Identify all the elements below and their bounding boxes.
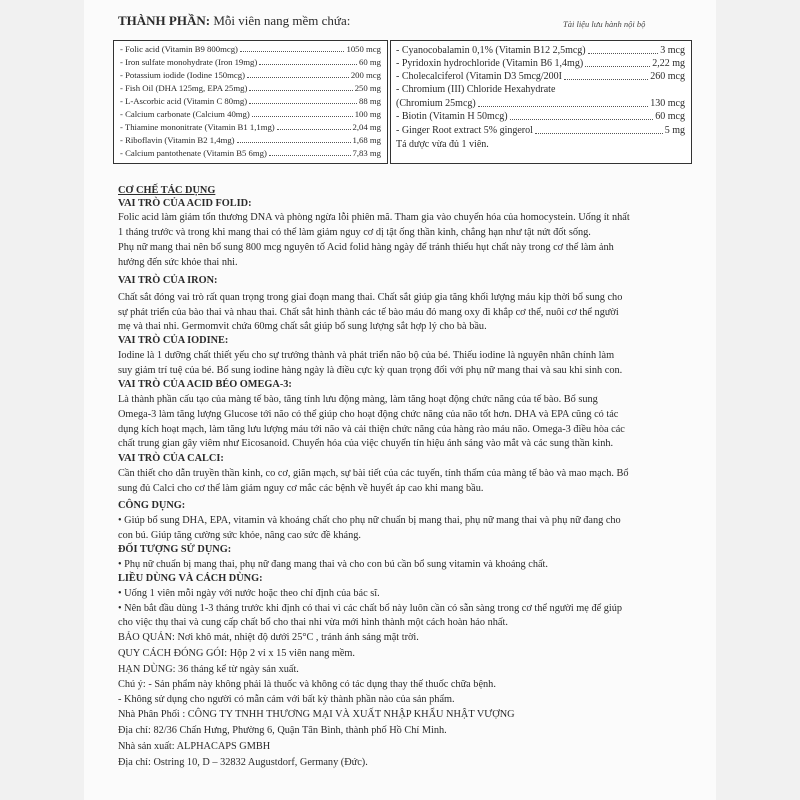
section-heading: VAI TRÒ CỦA IRON: [118, 275, 218, 286]
section-heading: VAI TRÒ CỦA ACID FOLID: [118, 198, 252, 209]
section-heading: ĐỐI TƯỢNG SỬ DỤNG: [118, 544, 232, 555]
ingredient-row: - Chromium (III) Chloride Hexahydrate [396, 84, 556, 95]
paragraph-line: suy giảm trí tuệ của bé. Bổ sung iodine hàng ngày là điều cực kỳ quan trọng đối với phụ nữ mang thai và sau khi sinh con. [118, 365, 623, 376]
note-line: - Không sử dụng cho người có mẫn cảm với bất kỳ thành phần nào của sản phẩm. [118, 694, 455, 705]
paragraph-line: Cần thiết cho dẫn truyền thần kinh, co cơ, giãn mạch, sự bài tiết của các tuyến, tính thấm của màng tế bào và mao mạch. Bổ [118, 468, 629, 479]
ingredient-row: - Calcium pantothenate (Vitamin B5 6mg) 7,83 mg [120, 148, 381, 158]
composition-subtitle: Mỗi viên nang mềm chứa: [213, 13, 351, 28]
paragraph-line: Iodine là 1 dưỡng chất thiết yếu cho sự trưởng thành và phát triển não bộ của bé. Thiếu iodine là nguyên nhân chính làm [118, 350, 615, 361]
paragraph-line: sự phát triển của bào thai và nhau thai. Chất sắt hình thành các tế bào máu đỏ mang oxy đi khắp cơ thể, nuôi cơ thể người [118, 307, 619, 318]
paragraph-line: chất trung gian gây viêm như Eicosanoid. Chuyển hóa của việc chuyển tín hiệu ánh sáng vào mắt và các sung thần kinh. [118, 438, 614, 449]
ingredient-row: - Cholecalciferol (Vitamin D3 5mcg/200I 260 mcg [396, 71, 685, 82]
composition-header [118, 13, 350, 29]
excipient-note: Tá dược vừa đủ 1 viên. [396, 139, 489, 150]
section-heading: VAI TRÒ CỦA ACID BÉO OMEGA-3: [118, 379, 292, 390]
section-heading: VAI TRÒ CỦA CALCI: [118, 453, 224, 464]
ingredients-box-left [113, 40, 388, 164]
ingredient-row: - Pyridoxin hydrochloride (Vitamin B6 1,4mg) 2,22 mg [396, 58, 685, 69]
ingredient-row: - Potassium iodide (Iodine 150mcg) 200 mcg [120, 70, 381, 80]
ingredient-row: - Ginger Root extract 5% gingerol 5 mg [396, 125, 685, 136]
ingredient-row: - Thiamine mononitrate (Vitamin B1 1,1mg) 2,04 mg [120, 122, 381, 132]
section-heading: CÔNG DỤNG: [118, 500, 186, 511]
section-heading: CƠ CHẾ TÁC DỤNG [118, 185, 216, 196]
ingredient-row: - Calcium carbonate (Calcium 40mg) 100 mg [120, 109, 381, 119]
ingredients-box-right [390, 40, 692, 164]
paragraph-line: 1 tháng trước và trong khi mang thai có thể làm giảm nguy cơ dị tật ống thần kinh, chẳng hạn như tật nứt đốt sống. [118, 227, 591, 238]
address-line: Địa chỉ: 82/36 Chấn Hưng, Phường 6, Quận Tân Bình, thành phố Hồ Chí Minh. [118, 725, 447, 736]
distributor-line: Nhà Phân Phối : CÔNG TY TNHH THƯƠNG MẠI VÀ XUẤT NHẬP KHẨU NHẬT VƯỢNG [118, 709, 515, 720]
paragraph-line: cho việc thụ thai và cung cấp chất bổ cho thai nhi vừa mới hình thành một cách hoàn hảo nhất. [118, 617, 508, 628]
composition-title: THÀNH PHẦN: [118, 13, 211, 28]
section-heading: LIỀU DÙNG VÀ CÁCH DÙNG: [118, 573, 263, 584]
ingredient-row: (Chromium 25mcg) 130 mcg [396, 98, 685, 109]
note-line: Chú ý: - Sản phẩm này không phải là thuốc và không có tác dụng thay thế thuốc chữa bệnh. [118, 679, 496, 690]
paragraph-line: • Uống 1 viên mỗi ngày với nước hoặc theo chỉ định của bác sĩ. [118, 588, 380, 599]
paragraph-line: • Phụ nữ chuẩn bị mang thai, phụ nữ đang mang thai và cho con bú cần bổ sung vitamin và khoáng chất. [118, 559, 548, 570]
paragraph-line: Chất sắt đóng vai trò rất quan trọng trong giai đoạn mang thai. Chất sắt giúp gia tăng khối lượng máu kịp thời bổ sung cho [118, 292, 623, 303]
paragraph-line: hưởng đến sức khỏe thai nhi. [118, 257, 238, 268]
manufacturer-line: Nhà sản xuất: ALPHACAPS GMBH [118, 741, 271, 752]
ingredient-row: - L-Ascorbic acid (Vitamin C 80mg) 88 mg [120, 96, 381, 106]
paragraph-line: con bú. Giúp tăng cường sức khỏe, nâng cao sức đề kháng. [118, 530, 361, 541]
ingredient-row: - Riboflavin (Vitamin B2 1,4mg) 1,68 mg [120, 135, 381, 145]
paragraph-line: Phụ nữ mang thai nên bổ sung 800 mcg nguyên tố Acid folid hàng ngày để tránh thiếu hụt chất này trong cơ thể làm ảnh [118, 242, 614, 253]
paragraph-line: • Nên bắt đầu dùng 1-3 tháng trước khi định có thai vì các chất bổ này luôn cần có sẵn sàng trong cơ thể người mẹ để giúp [118, 603, 623, 614]
expiry-line: HẠN DÙNG: 36 tháng kể từ ngày sản xuất. [118, 664, 299, 675]
ingredient-row: - Iron sulfate monohydrate (Iron 19mg) 60 mg [120, 57, 381, 67]
paragraph-line: Folic acid làm giảm tổn thương DNA và phòng ngừa lỗi phiên mã. Tham gia vào chuyển hóa của homocystein. Uống ít nhất [118, 212, 630, 223]
storage-line: BẢO QUẢN: Nơi khô mát, nhiệt độ dưới 25°C , tránh ánh sáng mặt trời. [118, 632, 419, 643]
ingredient-row: - Folic acid (Vitamin B9 800mcg) 1050 mcg [120, 44, 381, 54]
ingredient-row: - Fish Oil (DHA 125mg, EPA 25mg) 250 mg [120, 83, 381, 93]
paragraph-line: dụng kích hoạt mạch, làm tăng lưu lượng máu tới não và cải thiện chức năng của hàng rào máu não. Omega-3 điều hòa các [118, 424, 625, 435]
paragraph-line: Là thành phần cấu tạo của màng tế bào, tăng tính lưu động màng, làm tăng hoạt động chức năng của tế bào. Bổ sung [118, 394, 598, 405]
internal-note: Tài liệu lưu hành nội bộ [563, 19, 646, 29]
paragraph-line: sung đủ Calci cho cơ thể làm giảm nguy cơ mắc các bệnh về huyết áp cao khi mang bầu. [118, 483, 484, 494]
ingredient-row: - Biotin (Vitamin H 50mcg) 60 mcg [396, 111, 685, 122]
address-line: Địa chỉ: Ostring 10, D – 32832 Augustdorf, Germany (Đức). [118, 757, 368, 768]
section-heading: VAI TRÒ CỦA IODINE: [118, 335, 229, 346]
paragraph-line: Omega-3 làm tăng lượng Glucose tới não có thể giúp cho hoạt động chức năng của não tốt hơn. DHA và EPA cũng có tác [118, 409, 619, 420]
paragraph-line: • Giúp bổ sung DHA, EPA, vitamin và khoáng chất cho phụ nữ chuẩn bị mang thai, phụ nữ mang thai và phụ nữ đang cho [118, 515, 621, 526]
paragraph-line: mẹ và thai nhi. Germomvit chứa 60mg chất sắt giúp bổ sung lượng sắt hợp lý cho bà bầu. [118, 321, 487, 332]
ingredient-row: - Cyanocobalamin 0,1% (Vitamin B12 2,5mcg) 3 mcg [396, 45, 685, 56]
packaging-line: QUY CÁCH ĐÓNG GÓI: Hộp 2 vỉ x 15 viên nang mềm. [118, 648, 355, 659]
